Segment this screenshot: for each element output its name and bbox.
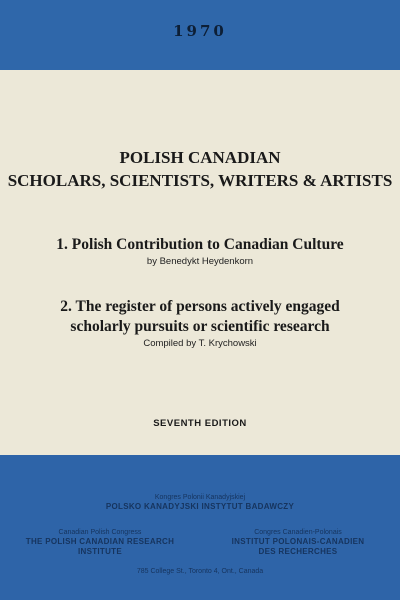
- main-title-line-2: SCHOLARS, SCIENTISTS, WRITERS & ARTISTS: [7, 171, 393, 190]
- edition-label: SEVENTH EDITION: [153, 418, 247, 429]
- publisher-right: [208, 528, 388, 557]
- publisher-right-name-line-2: DES RECHERCHES: [258, 547, 338, 556]
- main-title: [0, 146, 400, 192]
- publisher-right-name-line-1: INSTITUT POLONAIS-CANADIEN: [231, 537, 365, 546]
- contents-item-1-byline: by Benedykt Heydenkorn: [146, 256, 254, 267]
- publisher-address: 785 College St., Toronto 4, Ont., Canada: [136, 568, 264, 575]
- publisher-center-name: POLSKO KANADYJSKI INSTYTUT BADAWCZY: [105, 502, 295, 511]
- publisher-left-name-line-2: INSTITUTE: [77, 547, 123, 556]
- top-band: [0, 0, 400, 70]
- publisher-center-small: Kongres Polonii Kanadyjskiej: [154, 494, 246, 501]
- publisher-left-name-line-1: THE POLISH CANADIAN RESEARCH: [25, 537, 175, 546]
- main-title-line-1: POLISH CANADIAN: [119, 148, 281, 167]
- contents-item-2: [0, 297, 400, 351]
- publisher-left: [10, 528, 190, 557]
- publication-year: 1970: [173, 22, 227, 40]
- publisher-center: [0, 493, 400, 512]
- contents-item-1: [0, 235, 400, 269]
- publisher-left-small: Canadian Polish Congress: [58, 529, 142, 536]
- contents-item-2-title-line-2: scholarly pursuits or scientific research: [70, 318, 330, 335]
- contents-item-1-title: 1. Polish Contribution to Canadian Culture: [56, 236, 344, 253]
- contents-item-2-title-line-1: 2. The register of persons actively engaged: [60, 298, 340, 315]
- contents-item-2-byline: Compiled by T. Krychowski: [143, 338, 257, 349]
- publisher-right-small: Congres Canadien-Polonais: [254, 529, 342, 536]
